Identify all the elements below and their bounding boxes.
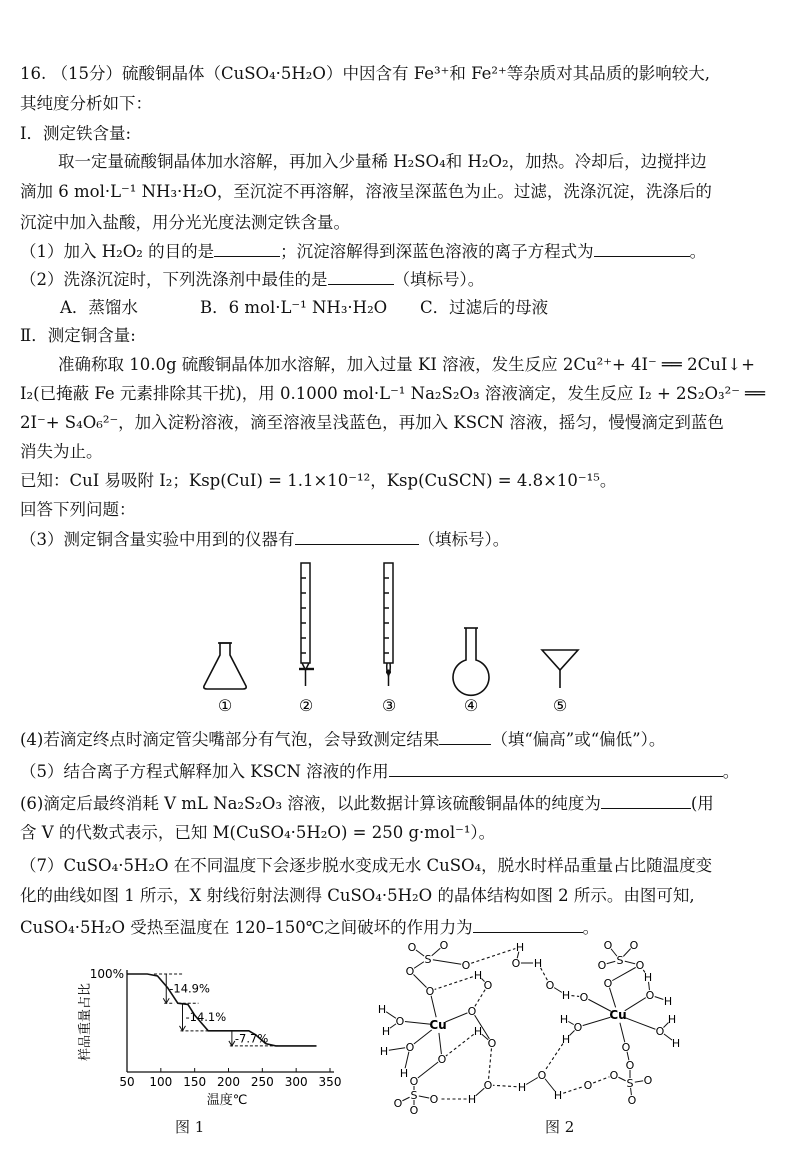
question-6-cont: 含 V 的代数式表示，已知 M(CuSO₄·5H₂O) = 250 g·mol⁻¹）。 xyxy=(20,823,496,842)
atom-s4a: O xyxy=(609,1069,619,1082)
dehydration-chart xyxy=(72,960,352,1110)
atom-s3d: O xyxy=(409,1104,419,1115)
volumetric-flask-icon xyxy=(453,628,489,695)
option-b: B．6 mol·L⁻¹ NH₃·H₂O xyxy=(200,298,388,317)
option-c: C．过滤后的母液 xyxy=(420,298,549,317)
atom-s2: S xyxy=(616,954,624,967)
atom-o5: O xyxy=(437,1053,447,1066)
q7-text-b: 。 xyxy=(582,918,600,937)
atom-h7a: H xyxy=(515,941,525,954)
question-7-line2: 化的曲线如图 1 所示，X 射线衍射法测得 CuSO₄·5H₂O 的晶体结构如图 2 所示。由图可知, xyxy=(20,886,695,905)
para1-line1: 取一定量硫酸铜晶体加水溶解，再加入少量稀 H₂SO₄和 H₂O₂，加热。冷却后，边搅拌边 xyxy=(58,152,707,171)
q16-line2: 其纯度分析如下： xyxy=(20,94,152,113)
q1-text-b: ；沉淀溶解得到深蓝色溶液的离子方程式为 xyxy=(280,242,594,261)
q3-text-b: （填标号）。 xyxy=(418,530,510,549)
atom-h6a: H xyxy=(473,1025,483,1038)
q1-text-c: 。 xyxy=(689,242,707,261)
chart-y-top-label: 100% xyxy=(89,967,124,981)
atom-h2b: H xyxy=(399,1067,409,1080)
section2-title: Ⅱ．测定铜含量: xyxy=(20,326,136,345)
instruments-figure xyxy=(190,558,590,718)
atom-s1a: O xyxy=(407,941,417,954)
instrument-label-3: ③ xyxy=(381,696,397,715)
para2-line3: 2I⁻+ S₄O₆²⁻，加入淀粉溶液，滴至溶液呈浅蓝色，再加入 KSCN 溶液，摇匀，慢慢滴定到蓝色 xyxy=(20,413,724,432)
q6-text-a: (6)滴定后最终消耗 V mL Na₂S₂O₃ 溶液，以此数据计算该硫酸铜晶体的纯度为 xyxy=(20,794,601,813)
atom-s2b: O xyxy=(629,939,639,952)
question-6 xyxy=(20,792,714,815)
q3-text-a: （3）测定铜含量实验中用到的仪器有 xyxy=(20,530,295,549)
question-7-line1: （7）CuSO₄·5H₂O 在不同温度下会逐步脱水变成无水 CuSO₄，脱水时样品重量占比随温度变 xyxy=(20,856,713,875)
q4-text-b: （填“偏高”或“偏低”）。 xyxy=(491,730,666,749)
q16-line1: 16. （15分）硫酸铜晶体（CuSO₄·5H₂O）中因含有 Fe³⁺和 Fe²⁺等杂质对其品质的影响较大, xyxy=(20,64,710,83)
atom-h9a: H xyxy=(561,989,571,1002)
atom-s3a: O xyxy=(393,1097,403,1110)
annotation-label-3: -7.7% xyxy=(234,1031,269,1046)
atom-h8a: H xyxy=(473,969,483,982)
atom-s2a: O xyxy=(603,939,613,952)
funnel-icon xyxy=(542,650,578,688)
q7-text-a: CuSO₄·5H₂O 受热至温度在 120–150℃之间破坏的作用力为 xyxy=(20,918,473,937)
atom-s3: S xyxy=(410,1089,418,1102)
atom-o3: O xyxy=(405,1041,415,1054)
q5-text-b: 。 xyxy=(722,762,740,781)
question-2 xyxy=(20,268,484,291)
atom-s4b: O xyxy=(643,1074,653,1087)
bond-s1-s1d xyxy=(428,959,466,965)
question-1 xyxy=(20,240,706,263)
atom-h7b: H xyxy=(533,957,543,970)
atom-s2c: O xyxy=(597,959,607,972)
q4-text-a: (4)若滴定终点时滴定管尖嘴部分有气泡，会导致测定结果 xyxy=(20,730,440,749)
chart-x-ticks xyxy=(119,1068,341,1089)
atom-s4: S xyxy=(626,1077,634,1090)
conical-flask-icon xyxy=(204,643,246,689)
x-tick-label-350: 350 xyxy=(318,1075,342,1089)
q2-blank[interactable] xyxy=(328,268,394,285)
q7-blank[interactable] xyxy=(473,916,583,933)
answer-intro: 回答下列问题： xyxy=(20,500,136,519)
q1-text-a: （1）加入 H₂O₂ 的目的是 xyxy=(20,242,215,261)
atom-o12: O xyxy=(573,1021,583,1034)
atom-h11a: H xyxy=(643,971,653,984)
atom-h1a: H xyxy=(377,1003,387,1016)
atom-s3b: O xyxy=(429,1093,439,1106)
q2-text-b: （填标号）。 xyxy=(393,270,485,289)
x-tick-label-300: 300 xyxy=(284,1075,308,1089)
atom-h11b: H xyxy=(663,995,673,1008)
atom-o13: O xyxy=(655,1025,665,1038)
acid-burette-icon xyxy=(299,563,314,686)
instrument-label-2: ② xyxy=(298,696,314,715)
atom-o11: O xyxy=(645,989,655,1002)
figure1-caption: 图 1 xyxy=(175,1118,205,1136)
q1-blank-b[interactable] xyxy=(594,240,690,257)
atom-s4d: O xyxy=(627,1094,637,1107)
instrument-label-1: ① xyxy=(217,696,233,715)
option-a: A．蒸馏水 xyxy=(60,298,138,317)
para2-line1: 准确称取 10.0g 硫酸铜晶体加水溶解，加入过量 KI 溶液，发生反应 2Cu²⁺+ 4I⁻ ══ 2CuI↓+ xyxy=(58,355,756,374)
atom-o8: O xyxy=(483,979,493,992)
x-tick-label-200: 200 xyxy=(217,1075,240,1089)
annotation-label-2: -14.1% xyxy=(185,1010,227,1025)
atom-o14: O xyxy=(621,1041,631,1054)
atom-o10: O xyxy=(579,991,589,1004)
known-info: 已知：CuI 易吸附 I₂；Ksp(CuI) = 1.1×10⁻¹²，Ksp(CuSCN) = 4.8×10⁻¹⁵。 xyxy=(20,471,617,490)
q5-blank[interactable] xyxy=(389,760,723,777)
q5-text-a: （5）结合离子方程式解释加入 KSCN 溶液的作用 xyxy=(20,762,389,781)
para2-line2: I₂(已掩蔽 Fe 元素排除其干扰)，用 0.1000 mol·L⁻¹ Na₂S₂O₃ 溶液滴定，发生反应 I₂ + 2S₂O₃²⁻ ══ xyxy=(20,384,766,403)
atom-s1: S xyxy=(424,953,432,966)
chart-annotations xyxy=(154,974,279,1046)
atom-h2a: H xyxy=(379,1045,389,1058)
figure2-caption: 图 2 xyxy=(545,1118,575,1136)
chart-ylabel: 样品重量占比 xyxy=(78,982,93,1062)
atom-h12a: H xyxy=(559,1013,569,1026)
annotation-label-1: -14.9% xyxy=(169,981,210,996)
q6-blank[interactable] xyxy=(601,792,691,809)
atom-o9: O xyxy=(545,979,555,992)
section1-title: Ⅰ．测定铁含量: xyxy=(20,124,132,143)
q4-blank[interactable] xyxy=(439,728,491,745)
chart-xlabel: 温度℃ xyxy=(206,1093,248,1108)
atom-o16: O xyxy=(537,1069,547,1082)
atom-o4: O xyxy=(467,1005,477,1018)
atom-s1d: O xyxy=(461,959,471,972)
instrument-label-5: ⑤ xyxy=(552,696,568,715)
hydrogen-bond-h6a-o5 xyxy=(442,1031,478,1059)
q6-text-b: (用 xyxy=(690,794,714,813)
x-tick-label-150: 150 xyxy=(183,1075,207,1089)
atom-s2d: O xyxy=(635,959,645,972)
x-tick-label-50: 50 xyxy=(119,1075,135,1089)
atom-cu2: Cu xyxy=(609,1008,627,1022)
atom-s1c: O xyxy=(405,965,415,978)
question-3 xyxy=(20,528,509,551)
question-4 xyxy=(20,728,665,751)
atom-o2: O xyxy=(395,1015,405,1028)
atom-s3c: O xyxy=(409,1075,419,1088)
q1-blank-a[interactable] xyxy=(214,240,280,257)
para1-line3: 沉淀中加入盐酸，用分光光度法测定铁含量。 xyxy=(20,213,350,232)
atom-h17a: H xyxy=(467,1093,477,1106)
atom-h12b: H xyxy=(561,1033,571,1046)
atom-h16b: H xyxy=(553,1089,563,1102)
atom-h16a: H xyxy=(517,1081,527,1094)
atom-o1: O xyxy=(425,985,435,998)
x-tick-label-250: 250 xyxy=(250,1075,274,1089)
q2-text-a: （2）洗涤沉淀时，下列洗涤剂中最佳的是 xyxy=(20,270,328,289)
para2-line4: 消失为止。 xyxy=(20,442,103,461)
atom-cu1: Cu xyxy=(429,1018,447,1032)
para1-line2: 滴加 6 mol·L⁻¹ NH₃·H₂O，至沉淀不再溶解，溶液呈深蓝色为止。过滤，洗涤沉淀，洗涤后的 xyxy=(20,182,712,201)
atom-o15: O xyxy=(603,977,613,990)
x-tick-label-100: 100 xyxy=(149,1075,173,1089)
question-5 xyxy=(20,760,739,783)
atom-o18: O xyxy=(583,1079,593,1092)
base-burette-icon xyxy=(384,563,393,686)
instrument-label-4: ④ xyxy=(463,696,479,715)
atom-h13b: H xyxy=(671,1037,681,1050)
atom-s4c: O xyxy=(625,1059,635,1072)
atom-o17: O xyxy=(483,1079,493,1092)
crystal-structure-figure xyxy=(370,935,690,1115)
atom-h13a: H xyxy=(667,1013,677,1026)
hydrogen-bond-h8a-o1 xyxy=(430,975,478,991)
atom-s1b: O xyxy=(439,939,449,952)
q3-blank[interactable] xyxy=(295,528,419,545)
atom-o7: O xyxy=(511,957,521,970)
atom-h1b: H xyxy=(381,1025,391,1038)
atom-o6: O xyxy=(487,1037,497,1050)
